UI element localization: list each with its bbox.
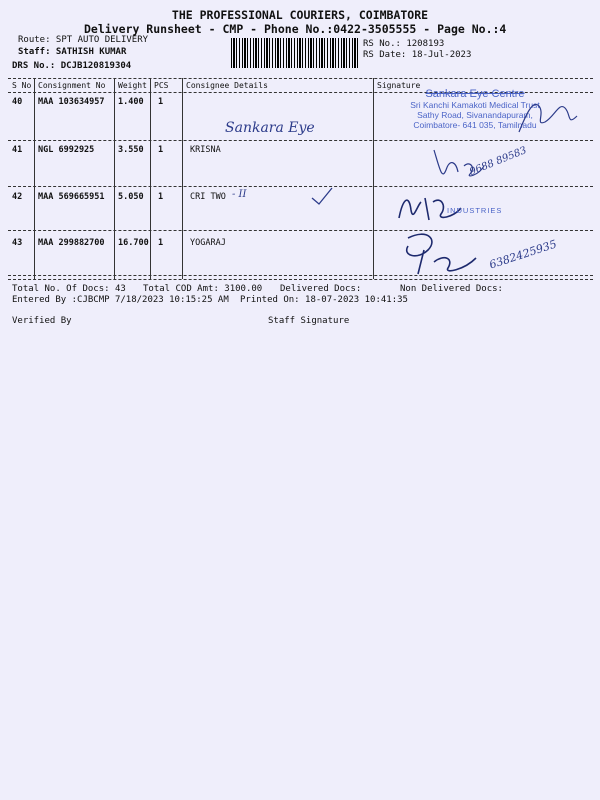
row-weight: 16.700 xyxy=(118,238,149,248)
row-sno: 41 xyxy=(12,145,23,155)
row-consignment: MAA 569665951 xyxy=(38,192,105,202)
non-delivered-docs: Non Delivered Docs: xyxy=(400,284,503,294)
stamp-line: Coimbatore- 641 035, Tamilnadu xyxy=(413,120,537,130)
stamp-line: Sri Kanchi Kamakoti Medical Trust xyxy=(410,100,540,110)
column-divider xyxy=(373,78,374,279)
col-header-sno: S No xyxy=(12,81,32,90)
col-header-signature: Signature xyxy=(377,81,421,90)
handwritten-consignee: Sankara Eye xyxy=(225,120,315,136)
total-docs: Total No. Of Docs: 43 xyxy=(12,284,126,294)
row-pcs: 1 xyxy=(158,145,164,155)
row-pcs: 1 xyxy=(158,97,164,107)
rs-date: RS Date: 18-Jul-2023 xyxy=(363,50,472,60)
column-divider xyxy=(182,78,183,279)
row-consignee: YOGARAJ xyxy=(190,238,226,248)
tick-mark-icon xyxy=(310,186,334,206)
runsheet-subtitle: Delivery Runsheet - CMP - Phone No.:0422-3505555 - Page No.:4 xyxy=(84,22,507,36)
handwritten-signature-43 xyxy=(398,228,494,278)
column-divider xyxy=(34,78,35,279)
row-consignment: MAA 299882700 xyxy=(38,238,105,248)
row-consignee: KRISNA xyxy=(190,145,221,155)
barcode xyxy=(231,38,359,68)
row-weight: 3.550 xyxy=(118,145,144,155)
row-weight: 5.050 xyxy=(118,192,144,202)
col-header-pcs: PCS xyxy=(154,81,169,90)
route-label: Route: SPT AUTO DELIVERY xyxy=(18,35,149,45)
printed-on: Printed On: 18-07-2023 10:41:35 xyxy=(240,295,408,305)
row-rule xyxy=(8,230,593,231)
row-sno: 42 xyxy=(12,192,23,202)
col-header-consignee: Consignee Details xyxy=(186,81,268,90)
column-divider xyxy=(114,78,115,279)
handwritten-note: - II xyxy=(232,189,247,200)
staff-label: Staff: SATHISH KUMAR xyxy=(18,47,127,57)
row-consignee: CRI TWO xyxy=(190,192,226,202)
row-rule xyxy=(8,186,593,187)
industries-stamp: INDUSTRIES xyxy=(447,206,503,215)
row-pcs: 1 xyxy=(158,238,164,248)
col-header-weight: Weight xyxy=(118,81,147,90)
table-top-rule xyxy=(8,78,593,79)
handwritten-signature-40 xyxy=(515,92,585,140)
column-divider xyxy=(150,78,151,279)
entered-by: Entered By :CJBCMP 7/18/2023 10:15:25 AM xyxy=(12,295,229,305)
delivered-docs: Delivered Docs: xyxy=(280,284,362,294)
row-consignment: NGL 6992925 xyxy=(38,145,95,155)
stamp-name: Sankara Eye Centre xyxy=(425,88,525,100)
row-sno: 40 xyxy=(12,97,23,107)
verified-by-label: Verified By xyxy=(12,316,72,326)
row-weight: 1.400 xyxy=(118,97,144,107)
row-rule xyxy=(8,275,593,276)
stamp-line: Sathy Road, Sivanandapuram, xyxy=(417,110,533,120)
col-header-consignment: Consignment No xyxy=(38,81,106,90)
handwritten-number: 9688 89583 xyxy=(468,145,529,178)
total-cod-amount: Total COD Amt: 3100.00 xyxy=(143,284,263,294)
row-sno: 43 xyxy=(12,238,23,248)
row-consignment: MAA 103634957 xyxy=(38,97,105,107)
row-pcs: 1 xyxy=(158,192,164,202)
drs-number: DRS No.: DCJB120819304 xyxy=(12,61,132,71)
rs-number: RS No.: 1208193 xyxy=(363,39,445,49)
table-bottom-rule xyxy=(8,279,593,280)
handwritten-phone: 6382425935 xyxy=(487,237,559,272)
company-title: THE PROFESSIONAL COURIERS, COIMBATORE xyxy=(171,8,429,22)
staff-signature-label: Staff Signature xyxy=(268,316,350,326)
